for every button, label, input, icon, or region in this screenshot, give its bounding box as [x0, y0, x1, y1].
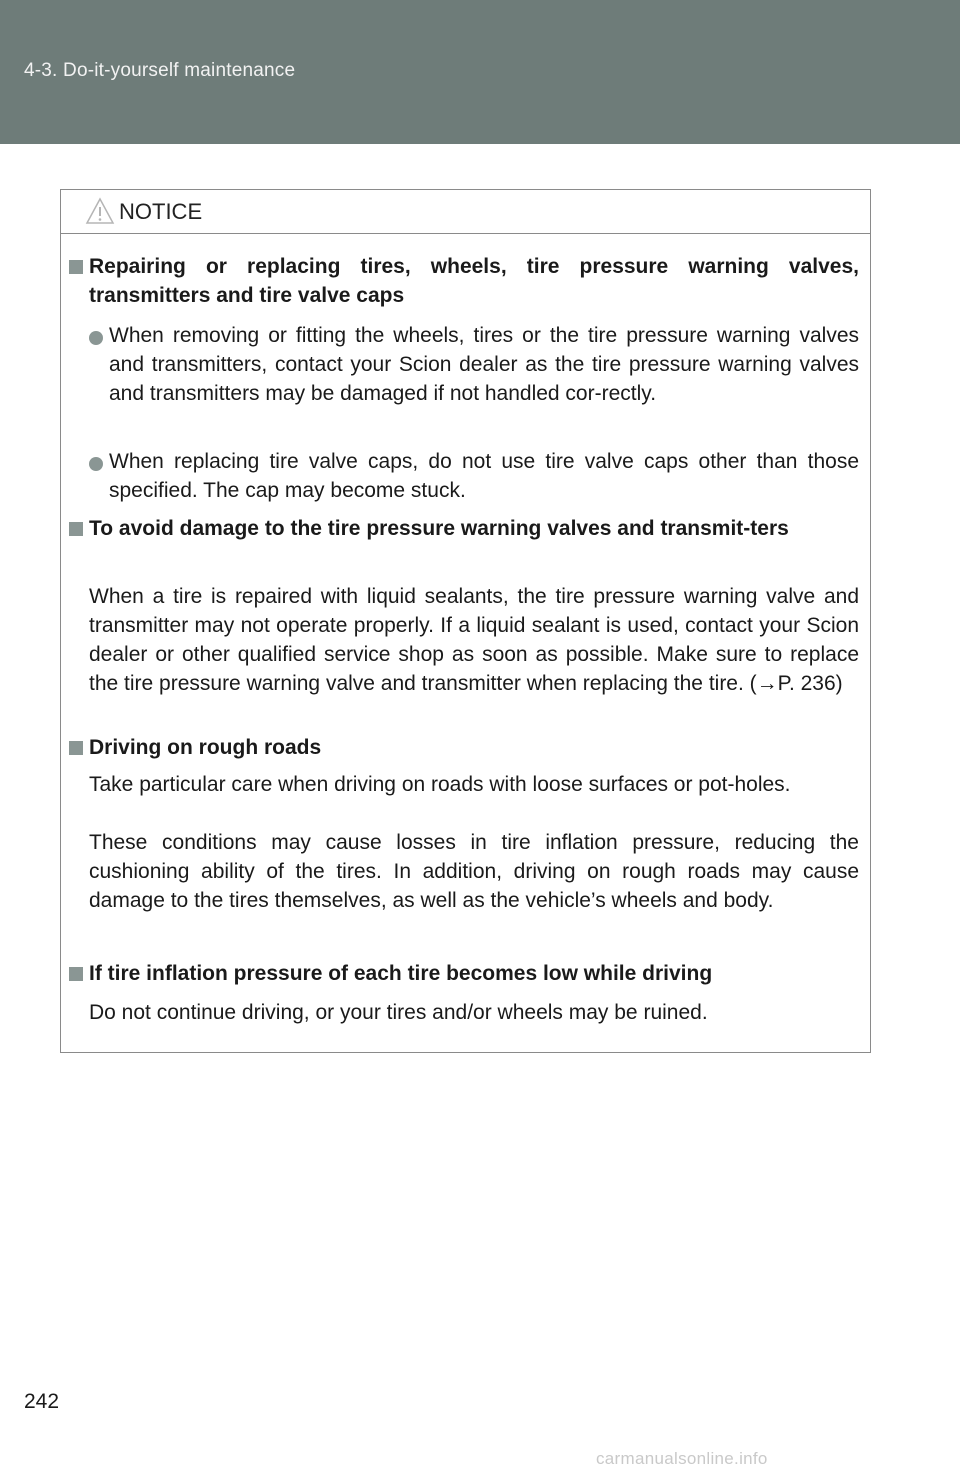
watermark: carmanualsonline.info	[596, 1449, 768, 1468]
section-marker	[69, 741, 83, 755]
section-body: Take particular care when driving on roads with loose surfaces or pot-holes.	[89, 773, 791, 796]
warning-triangle-icon	[85, 197, 115, 225]
section-body: When a tire is repaired with liquid sealants, the tire pressure warning valve and transmitter may not operate properly. If a liquid sealant is used, contact your Scion dealer or other qualified service shop as soon as possible. Make sure to replace the tire pressure warning valve and transmitter when replacing the tire. (→P. 236)	[89, 585, 859, 695]
section-marker	[69, 260, 83, 274]
notice-title: NOTICE	[119, 199, 203, 224]
section-heading: Repairing or replacing tires, wheels, tire pressure warning valves, transmitters and tire valve caps	[89, 255, 859, 307]
section-marker	[69, 522, 83, 536]
bullet-text: When removing or fitting the wheels, tires or the tire pressure warning valves and transmitters, contact your Scion dealer as the tire pressure warning valves and transmitters may be damaged if not handled cor-rectly.	[109, 324, 859, 405]
section-body: Do not continue driving, or your tires and/or wheels may be ruined.	[89, 1001, 708, 1024]
section-heading: Driving on rough roads	[89, 736, 322, 759]
notice-header	[61, 190, 870, 234]
section-heading: If tire inflation pressure of each tire becomes low while driving	[89, 962, 713, 985]
bullet-text: When replacing tire valve caps, do not use tire valve caps other than those specified. The cap may become stuck.	[109, 450, 859, 502]
section-body: These conditions may cause losses in tire inflation pressure, reducing the cushioning ability of the tires. In addition, driving on rough roads may cause damage to the tires themselves, as well as the vehicle’s wheels and body.	[89, 831, 859, 912]
bullet-marker	[89, 457, 103, 471]
section-heading: To avoid damage to the tire pressure warning valves and transmit-ters	[89, 517, 789, 540]
page-header	[0, 0, 960, 144]
page-number: 242	[24, 1390, 60, 1413]
section-marker	[69, 967, 83, 981]
section-title: 4-3. Do-it-yourself maintenance	[24, 60, 296, 81]
notice-box	[60, 189, 871, 1053]
bullet-marker	[89, 331, 103, 345]
